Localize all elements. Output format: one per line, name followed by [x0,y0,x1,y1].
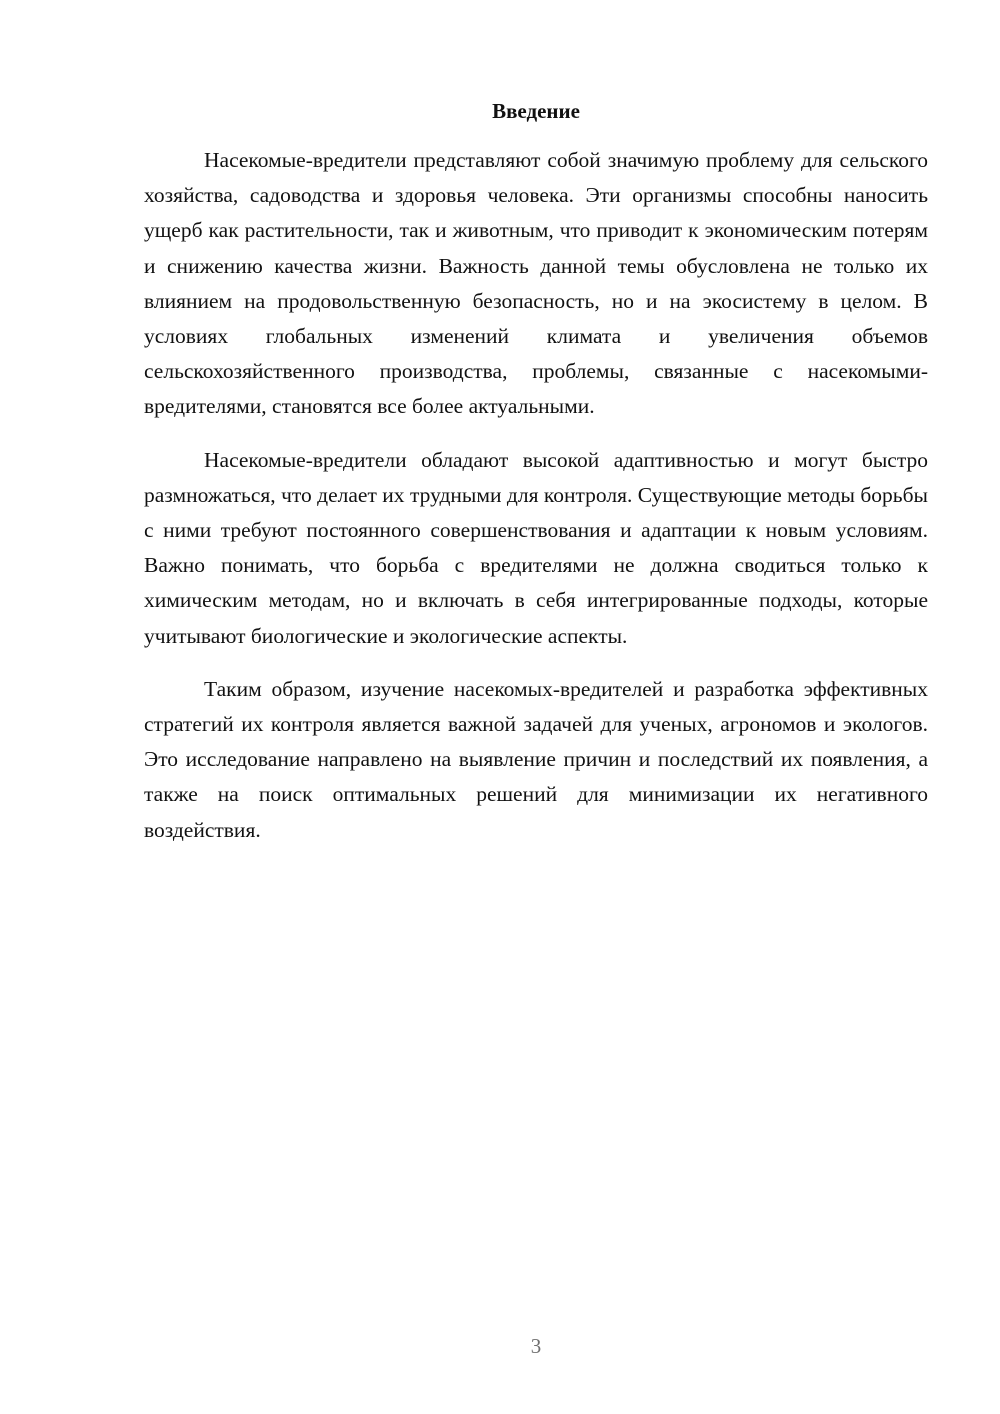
paragraph-3: Таким образом, изучение насекомых-вредителей и разработка эффективных стратегий их контроля является важной задачей для ученых, агрономов и экологов. Это исследование направлено на выявление причин и последствий их появления, а также на поиск оптимальных решений для минимизации их негативного воздействия. [144,676,928,842]
section-heading: Введение [492,99,580,123]
document-body [144,143,928,866]
paragraph-1: Насекомые-вредители представляют собой значимую проблему для сельского хозяйства, садоводства и здоровья человека. Эти организмы способны наносить ущерб как растительности, так и животным, что приводит к экономическим потерям и снижению качества жизни. Важность данной темы обусловлена не только их влиянием на продовольственную безопасность, но и на экосистему в целом. В условиях глобальных изменений климата и увеличения объемов сельскохозяйственного производства, проблемы, связанные с насекомыми-вредителями, становятся все более актуальными. [144,148,928,419]
page-number: 3 [530,1334,542,1358]
paragraph-2: Насекомые-вредители обладают высокой адаптивностью и могут быстро размножаться, что делает их трудными для контроля. Существующие методы борьбы с ними требуют постоянного совершенствования и адаптации к новым условиям. Важно понимать, что борьба с вредителями не должна сводиться только к химическим методам, но и включать в себя интегрированные подходы, которые учитывают биологические и экологические аспекты. [144,447,928,648]
